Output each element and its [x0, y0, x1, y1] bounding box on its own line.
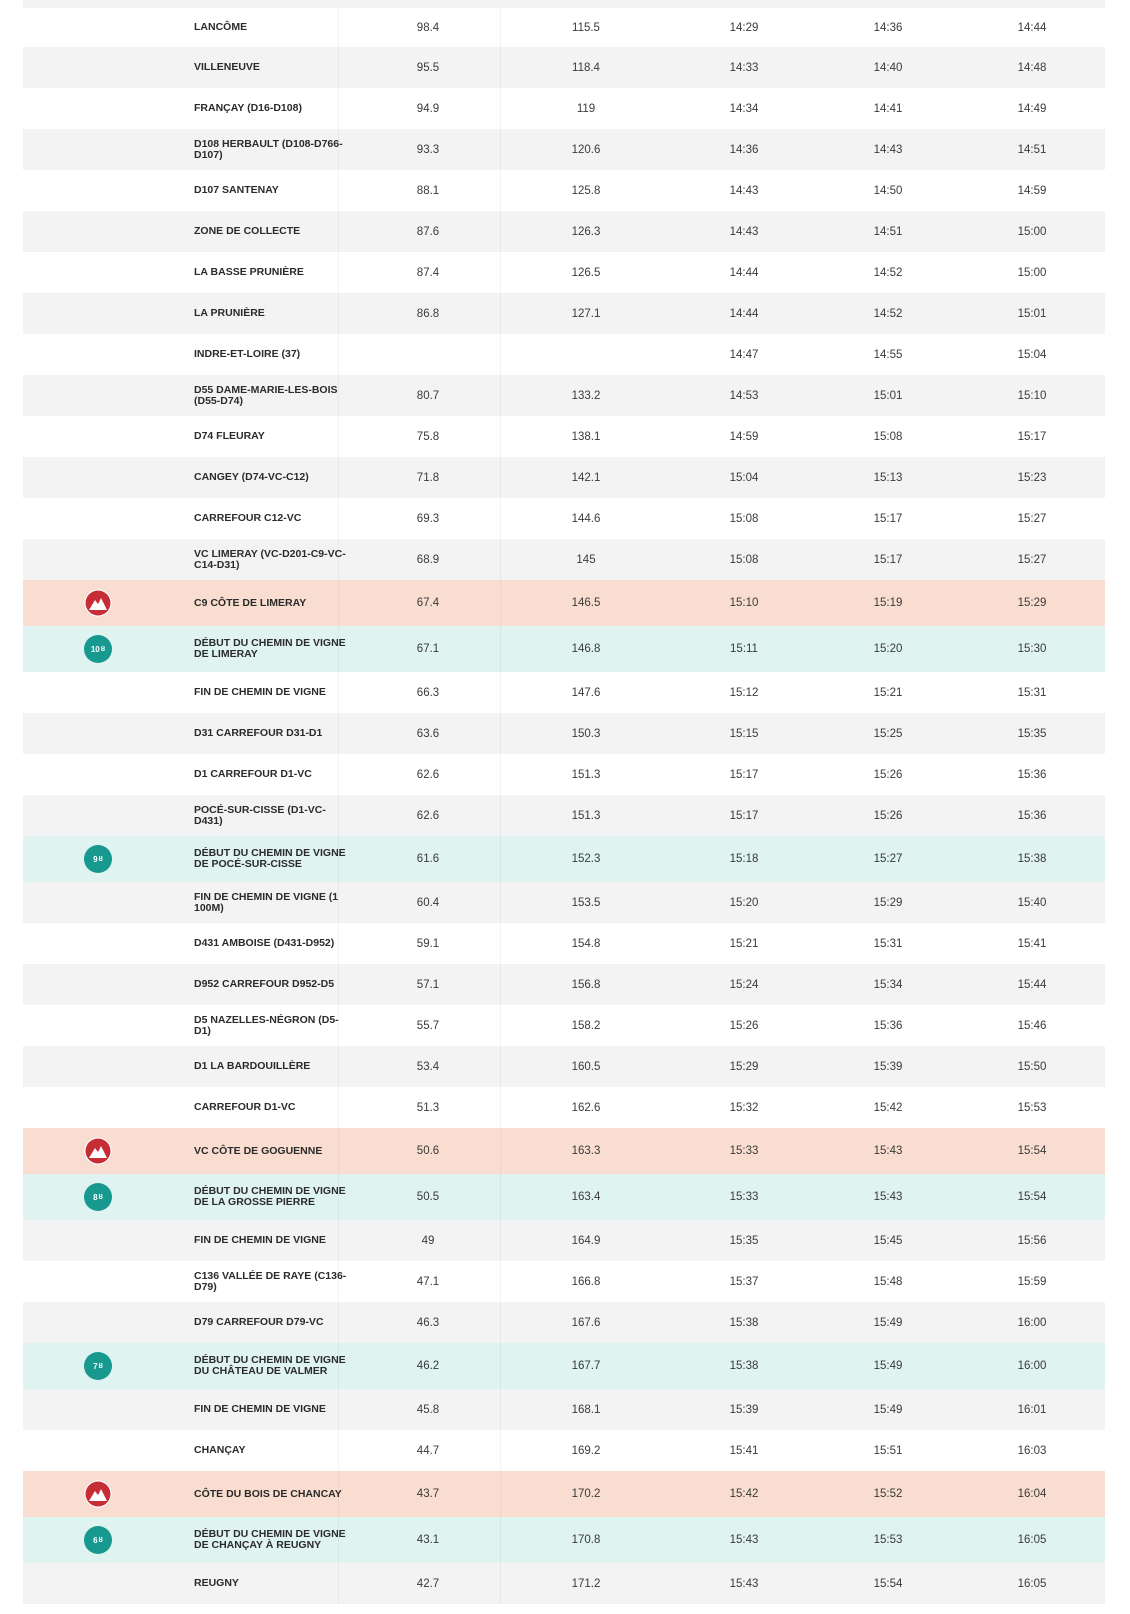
- km-done: 127.1: [571, 307, 601, 320]
- row-icon-cell: [83, 1174, 113, 1220]
- km-done: 119: [576, 102, 596, 115]
- checkpoint-name: D108 HERBAULT (D108-D766-D107): [194, 137, 343, 161]
- km-done: 163.3: [571, 1145, 601, 1157]
- time-slow-schedule: 16:05: [1017, 1577, 1047, 1590]
- km-remaining: 86.8: [416, 307, 440, 320]
- km-done: 133.2: [571, 389, 601, 402]
- time-slow-schedule: 15:23: [1017, 471, 1047, 484]
- time-fast-schedule: 15:21: [729, 937, 759, 950]
- checkpoint-name: DÉBUT DU CHEMIN DE VIGNE DE CHANÇAY À REUGNY: [194, 1528, 346, 1551]
- km-done: 164.9: [571, 1234, 601, 1247]
- checkpoint-name: C9 CÔTE DE LIMERAY: [194, 596, 307, 609]
- time-slow-schedule: 15:36: [1017, 809, 1047, 822]
- time-slow-schedule: 15:41: [1017, 937, 1047, 950]
- time-fast-schedule: 15:26: [729, 1019, 759, 1032]
- table-row: [23, 211, 1105, 252]
- table-row: [23, 129, 1105, 170]
- time-mid-schedule: 14:52: [873, 307, 903, 320]
- km-remaining: 57.1: [416, 978, 440, 991]
- time-fast-schedule: 14:29: [729, 21, 759, 34]
- time-mid-schedule: 15:08: [873, 430, 903, 443]
- time-fast-schedule: 15:08: [729, 512, 759, 525]
- time-fast-schedule: 15:42: [729, 1488, 759, 1500]
- checkpoint-name: INDRE-ET-LOIRE (37): [194, 348, 301, 360]
- time-mid-schedule: 15:17: [873, 553, 903, 566]
- table-row: [23, 1046, 1105, 1087]
- time-mid-schedule: 14:51: [873, 225, 903, 238]
- time-fast-schedule: 15:33: [729, 1145, 759, 1157]
- km-done: 168.1: [571, 1403, 601, 1416]
- checkpoint-name: D431 AMBOISE (D431-D952): [194, 937, 335, 949]
- time-fast-schedule: 15:43: [729, 1534, 759, 1546]
- km-done: 126.3: [571, 225, 601, 238]
- checkpoint-name: LA PRUNIÈRE: [194, 307, 265, 319]
- km-remaining: 87.4: [416, 266, 440, 279]
- km-done: 170.8: [571, 1534, 601, 1546]
- table-row-climb: [23, 580, 1105, 626]
- time-slow-schedule: 15:38: [1017, 853, 1047, 865]
- mountain-icon: [84, 1480, 112, 1508]
- time-slow-schedule: 15:40: [1017, 896, 1047, 909]
- km-done: 125.8: [571, 184, 601, 197]
- time-mid-schedule: 15:43: [873, 1191, 903, 1203]
- time-fast-schedule: 14:36: [729, 143, 759, 156]
- table-row: [23, 47, 1105, 88]
- time-slow-schedule: 15:27: [1017, 553, 1047, 566]
- km-done: 146.8: [571, 643, 601, 655]
- checkpoint-name: CHANÇAY: [194, 1444, 246, 1456]
- checkpoint-name: D74 FLEURAY: [194, 430, 265, 442]
- checkpoint-name: FRANÇAY (D16-D108): [194, 102, 302, 114]
- km-remaining: 46.2: [416, 1360, 440, 1372]
- checkpoint-name: CÔTE DU BOIS DE CHANCAY: [194, 1487, 342, 1500]
- time-fast-schedule: 15:29: [729, 1060, 759, 1073]
- km-remaining: 44.7: [416, 1444, 440, 1457]
- km-done: 158.2: [571, 1019, 601, 1032]
- table-row: [23, 539, 1105, 580]
- checkpoint-name: VC CÔTE DE GOGUENNE: [194, 1144, 323, 1157]
- time-mid-schedule: 15:53: [873, 1534, 903, 1546]
- time-fast-schedule: 14:44: [729, 266, 759, 279]
- checkpoint-name: FIN DE CHEMIN DE VIGNE (1 100M): [194, 890, 339, 914]
- km-remaining: 62.6: [416, 768, 440, 781]
- table-row: [23, 1087, 1105, 1128]
- time-fast-schedule: 15:18: [729, 853, 759, 865]
- time-mid-schedule: 15:36: [873, 1019, 903, 1032]
- time-mid-schedule: 15:42: [873, 1101, 903, 1114]
- time-slow-schedule: 15:50: [1017, 1060, 1047, 1073]
- checkpoint-name: FIN DE CHEMIN DE VIGNE: [194, 686, 326, 698]
- km-done: 160.5: [571, 1060, 601, 1073]
- checkpoint-name: DÉBUT DU CHEMIN DE VIGNE DU CHÂTEAU DE VALMER: [194, 1354, 346, 1377]
- time-fast-schedule: 14:34: [729, 102, 759, 115]
- table-row: [23, 8, 1105, 47]
- km-remaining: 62.6: [416, 809, 440, 822]
- km-remaining: [398, 334, 458, 375]
- time-slow-schedule: 15:54: [1017, 1191, 1047, 1203]
- km-done: 120.6: [571, 143, 601, 156]
- row-icon-cell: [83, 1517, 113, 1563]
- time-slow-schedule: 15:17: [1017, 430, 1047, 443]
- checkpoint-name: POCÉ-SUR-CISSE (D1-VC-D431): [194, 803, 326, 827]
- row-icon-cell: [83, 1128, 113, 1174]
- row-icon-cell: [83, 1471, 113, 1517]
- km-remaining: 59.1: [416, 937, 440, 950]
- km-remaining: 63.6: [416, 727, 440, 740]
- km-remaining: 95.5: [416, 61, 440, 74]
- itinerary-table: [23, 8, 1105, 1604]
- km-done: 147.6: [571, 686, 601, 699]
- time-slow-schedule: 16:03: [1017, 1444, 1047, 1457]
- km-done: 154.8: [571, 937, 601, 950]
- time-slow-schedule: 14:59: [1017, 184, 1047, 197]
- km-done: 150.3: [571, 727, 601, 740]
- checkpoint-name: D1 LA BARDOUILLÈRE: [194, 1060, 311, 1072]
- table-row-vine-sector: [23, 836, 1105, 882]
- km-done: 151.3: [571, 768, 601, 781]
- table-row: [23, 1302, 1105, 1343]
- checkpoint-name: CARREFOUR C12-VC: [194, 512, 302, 524]
- time-fast-schedule: 14:47: [729, 348, 759, 361]
- km-remaining: 69.3: [416, 512, 440, 525]
- time-mid-schedule: 15:49: [873, 1316, 903, 1329]
- time-slow-schedule: 15:04: [1017, 348, 1047, 361]
- time-mid-schedule: 14:50: [873, 184, 903, 197]
- km-remaining: 87.6: [416, 225, 440, 238]
- km-remaining: 68.9: [416, 553, 440, 566]
- km-done: [556, 334, 616, 375]
- time-mid-schedule: 14:40: [873, 61, 903, 74]
- time-slow-schedule: 15:44: [1017, 978, 1047, 991]
- checkpoint-name: FIN DE CHEMIN DE VIGNE: [194, 1234, 326, 1246]
- km-done: 115.5: [572, 21, 600, 34]
- vine-sector-number: 8: [93, 1192, 98, 1202]
- time-fast-schedule: 15:43: [729, 1577, 759, 1590]
- time-slow-schedule: 16:00: [1017, 1316, 1047, 1329]
- row-icon-cell: [83, 836, 113, 882]
- table-row-vine-sector: [23, 626, 1105, 672]
- time-slow-schedule: 15:54: [1017, 1145, 1047, 1157]
- checkpoint-name: DÉBUT DU CHEMIN DE VIGNE DE POCÉ-SUR-CISSE: [194, 847, 346, 870]
- time-slow-schedule: 15:27: [1017, 512, 1047, 525]
- time-mid-schedule: 15:48: [873, 1275, 903, 1288]
- table-top-edge: [23, 0, 1105, 8]
- time-slow-schedule: 14:49: [1017, 102, 1047, 115]
- km-remaining: 51.3: [416, 1101, 440, 1114]
- checkpoint-name: DÉBUT DU CHEMIN DE VIGNE DE LIMERAY: [194, 637, 346, 660]
- checkpoint-name: FIN DE CHEMIN DE VIGNE: [194, 1403, 326, 1415]
- checkpoint-name: REUGNY: [194, 1577, 239, 1589]
- km-done: 171.2: [571, 1577, 601, 1590]
- checkpoint-name: D55 DAME-MARIE-LES-BOIS (D55-D74): [194, 383, 338, 407]
- table-row: [23, 672, 1105, 713]
- table-row-vine-sector: [23, 1343, 1105, 1389]
- km-done: 126.5: [571, 266, 601, 279]
- km-done: 138.1: [571, 430, 601, 443]
- km-remaining: 98.4: [416, 21, 440, 34]
- checkpoint-name: LANCÔME: [194, 21, 248, 33]
- time-mid-schedule: 15:43: [873, 1145, 903, 1157]
- km-done: 144.6: [571, 512, 601, 525]
- time-mid-schedule: 15:31: [873, 937, 903, 950]
- table-row: [23, 498, 1105, 539]
- time-fast-schedule: 14:44: [729, 307, 759, 320]
- time-slow-schedule: 15:01: [1017, 307, 1047, 320]
- km-remaining: 67.1: [416, 643, 440, 655]
- checkpoint-name: DÉBUT DU CHEMIN DE VIGNE DE LA GROSSE PIERRE: [194, 1185, 346, 1208]
- time-fast-schedule: 14:33: [729, 61, 759, 74]
- km-done: 142.1: [571, 471, 601, 484]
- mountain-icon: [84, 1137, 112, 1165]
- time-slow-schedule: 15:36: [1017, 768, 1047, 781]
- time-fast-schedule: 15:33: [729, 1191, 759, 1203]
- km-remaining: 49: [421, 1234, 435, 1247]
- km-remaining: 47.1: [416, 1275, 440, 1288]
- time-mid-schedule: 15:26: [873, 768, 903, 781]
- time-mid-schedule: 15:01: [873, 389, 903, 402]
- time-mid-schedule: 15:26: [873, 809, 903, 822]
- time-slow-schedule: 14:51: [1017, 143, 1047, 156]
- time-mid-schedule: 15:52: [873, 1488, 903, 1500]
- km-remaining: 80.7: [416, 389, 440, 402]
- row-icon-cell: [83, 626, 113, 672]
- checkpoint-name: ZONE DE COLLECTE: [194, 225, 301, 237]
- time-fast-schedule: 15:38: [729, 1360, 759, 1372]
- table-row: [23, 1389, 1105, 1430]
- row-icon-cell: [83, 580, 113, 626]
- time-fast-schedule: 15:04: [729, 471, 759, 484]
- table-row: [23, 1220, 1105, 1261]
- km-remaining: 43.1: [416, 1534, 440, 1546]
- km-done: 162.6: [571, 1101, 601, 1114]
- grape-icon: ȣ: [100, 645, 106, 653]
- vine-sector-icon: [84, 1352, 112, 1380]
- km-remaining: 66.3: [416, 686, 440, 699]
- time-mid-schedule: 14:36: [873, 21, 903, 34]
- time-fast-schedule: 14:43: [729, 184, 759, 197]
- time-slow-schedule: 16:04: [1017, 1488, 1047, 1500]
- checkpoint-name: D5 NAZELLES-NÉGRON (D5-D1): [194, 1013, 339, 1037]
- time-slow-schedule: 16:00: [1017, 1360, 1047, 1372]
- time-mid-schedule: 15:49: [873, 1360, 903, 1372]
- time-mid-schedule: 15:25: [873, 727, 903, 740]
- km-done: 156.8: [571, 978, 601, 991]
- time-slow-schedule: 16:05: [1017, 1534, 1047, 1546]
- table-row: [23, 457, 1105, 498]
- checkpoint-name: C136 VALLÉE DE RAYE (C136-D79): [194, 1269, 347, 1293]
- time-fast-schedule: 15:15: [729, 727, 759, 740]
- grape-icon: ȣ: [98, 1193, 103, 1201]
- km-remaining: 50.6: [416, 1145, 440, 1157]
- time-mid-schedule: 15:29: [873, 896, 903, 909]
- checkpoint-name: D31 CARREFOUR D31-D1: [194, 727, 323, 739]
- vine-sector-number: 9: [93, 854, 98, 864]
- km-remaining: 42.7: [416, 1577, 440, 1590]
- vine-sector-icon: [84, 635, 112, 663]
- time-slow-schedule: 15:46: [1017, 1019, 1047, 1032]
- time-fast-schedule: 15:35: [729, 1234, 759, 1247]
- time-fast-schedule: 15:17: [729, 768, 759, 781]
- time-mid-schedule: 15:54: [873, 1577, 903, 1590]
- km-remaining: 88.1: [416, 184, 440, 197]
- km-done: 163.4: [571, 1191, 601, 1203]
- table-row: [23, 416, 1105, 457]
- vine-sector-number: 6: [93, 1535, 98, 1545]
- table-row: [23, 1261, 1105, 1302]
- km-remaining: 43.7: [416, 1488, 440, 1500]
- time-slow-schedule: 16:01: [1017, 1403, 1047, 1416]
- time-mid-schedule: 15:27: [873, 853, 903, 865]
- checkpoint-name: D1 CARREFOUR D1-VC: [194, 768, 312, 780]
- km-done: 167.6: [571, 1316, 601, 1329]
- time-slow-schedule: 15:00: [1017, 225, 1047, 238]
- time-slow-schedule: 15:29: [1017, 597, 1047, 609]
- km-remaining: 46.3: [416, 1316, 440, 1329]
- time-slow-schedule: 15:10: [1017, 389, 1047, 402]
- table-row: [23, 252, 1105, 293]
- time-fast-schedule: 15:37: [729, 1275, 759, 1288]
- km-done: 170.2: [571, 1488, 601, 1500]
- time-fast-schedule: 15:39: [729, 1403, 759, 1416]
- table-row: [23, 964, 1105, 1005]
- table-row: [23, 1430, 1105, 1471]
- time-fast-schedule: 15:32: [729, 1101, 759, 1114]
- checkpoint-name: VILLENEUVE: [194, 61, 260, 73]
- time-mid-schedule: 15:51: [873, 1444, 903, 1457]
- time-mid-schedule: 15:39: [873, 1060, 903, 1073]
- table-row: [23, 923, 1105, 964]
- km-done: 145: [576, 553, 596, 566]
- time-mid-schedule: 14:52: [873, 266, 903, 279]
- checkpoint-name: CANGEY (D74-VC-C12): [194, 471, 309, 483]
- table-row: [23, 1005, 1105, 1046]
- km-remaining: 93.3: [416, 143, 440, 156]
- time-fast-schedule: 15:10: [729, 597, 759, 609]
- km-done: 153.5: [571, 896, 601, 909]
- time-fast-schedule: 15:11: [730, 643, 758, 655]
- table-row: [23, 334, 1105, 375]
- time-mid-schedule: 15:34: [873, 978, 903, 991]
- row-icon-cell: [83, 1343, 113, 1389]
- vine-sector-number: 10: [90, 644, 100, 654]
- km-remaining: 50.5: [416, 1191, 440, 1203]
- table-row: [23, 882, 1105, 923]
- time-mid-schedule: 15:17: [873, 512, 903, 525]
- vine-sector-icon: [84, 1183, 112, 1211]
- table-row-vine-sector: [23, 1174, 1105, 1220]
- km-done: 166.8: [571, 1275, 601, 1288]
- time-fast-schedule: 15:24: [729, 978, 759, 991]
- km-remaining: 67.4: [416, 597, 440, 609]
- time-fast-schedule: 14:53: [729, 389, 759, 402]
- table-row: [23, 293, 1105, 334]
- checkpoint-name: VC LIMERAY (VC-D201-C9-VC-C14-D31): [194, 547, 346, 571]
- checkpoint-name: D107 SANTENAY: [194, 184, 279, 196]
- km-remaining: 71.8: [416, 471, 440, 484]
- time-fast-schedule: 15:12: [729, 686, 759, 699]
- table-row: [23, 170, 1105, 211]
- checkpoint-name: LA BASSE PRUNIÈRE: [194, 266, 304, 278]
- table-row: [23, 795, 1105, 836]
- table-row-climb: [23, 1471, 1105, 1517]
- time-slow-schedule: 15:31: [1017, 686, 1047, 699]
- time-mid-schedule: 14:43: [873, 143, 903, 156]
- time-fast-schedule: 15:41: [729, 1444, 759, 1457]
- checkpoint-name: D952 CARREFOUR D952-D5: [194, 978, 335, 990]
- km-remaining: 55.7: [416, 1019, 440, 1032]
- time-slow-schedule: 15:30: [1017, 643, 1047, 655]
- time-slow-schedule: 15:59: [1017, 1275, 1047, 1288]
- km-remaining: 60.4: [416, 896, 440, 909]
- table-row: [23, 754, 1105, 795]
- time-mid-schedule: 14:41: [873, 102, 903, 115]
- km-done: 151.3: [571, 809, 601, 822]
- time-slow-schedule: 14:48: [1017, 61, 1047, 74]
- km-remaining: 94.9: [416, 102, 440, 115]
- grape-icon: ȣ: [98, 1362, 103, 1370]
- grape-icon: ȣ: [98, 855, 103, 863]
- km-remaining: 45.8: [416, 1403, 440, 1416]
- table-row: [23, 713, 1105, 754]
- time-mid-schedule: 15:19: [873, 597, 903, 609]
- time-fast-schedule: 15:20: [729, 896, 759, 909]
- km-done: 152.3: [571, 853, 601, 865]
- km-remaining: 53.4: [416, 1060, 440, 1073]
- time-fast-schedule: 15:38: [729, 1316, 759, 1329]
- km-done: 169.2: [571, 1444, 601, 1457]
- time-mid-schedule: 15:13: [873, 471, 903, 484]
- vine-sector-number: 7: [93, 1361, 98, 1371]
- vine-sector-icon: [84, 1526, 112, 1554]
- time-mid-schedule: 15:21: [873, 686, 903, 699]
- mountain-icon: [84, 589, 112, 617]
- km-done: 167.7: [571, 1360, 601, 1372]
- time-mid-schedule: 15:20: [873, 643, 903, 655]
- km-done: 118.4: [572, 61, 600, 74]
- checkpoint-name: CARREFOUR D1-VC: [194, 1101, 296, 1113]
- km-done: 146.5: [571, 597, 601, 609]
- time-mid-schedule: 15:49: [873, 1403, 903, 1416]
- time-mid-schedule: 15:45: [873, 1234, 903, 1247]
- table-row: [23, 88, 1105, 129]
- time-fast-schedule: 15:17: [729, 809, 759, 822]
- table-row: [23, 1563, 1105, 1604]
- table-row-vine-sector: [23, 1517, 1105, 1563]
- time-slow-schedule: 15:56: [1017, 1234, 1047, 1247]
- time-fast-schedule: 14:43: [729, 225, 759, 238]
- table-row: [23, 375, 1105, 416]
- time-fast-schedule: 14:59: [729, 430, 759, 443]
- time-mid-schedule: 14:55: [873, 348, 903, 361]
- time-slow-schedule: 15:35: [1017, 727, 1047, 740]
- grape-icon: ȣ: [98, 1536, 103, 1544]
- checkpoint-name: D79 CARREFOUR D79-VC: [194, 1316, 324, 1328]
- time-slow-schedule: 15:53: [1017, 1101, 1047, 1114]
- time-slow-schedule: 14:44: [1017, 21, 1047, 34]
- km-remaining: 61.6: [416, 853, 440, 865]
- time-fast-schedule: 15:08: [729, 553, 759, 566]
- km-remaining: 75.8: [416, 430, 440, 443]
- table-row-climb: [23, 1128, 1105, 1174]
- vine-sector-icon: [84, 845, 112, 873]
- time-slow-schedule: 15:00: [1017, 266, 1047, 279]
